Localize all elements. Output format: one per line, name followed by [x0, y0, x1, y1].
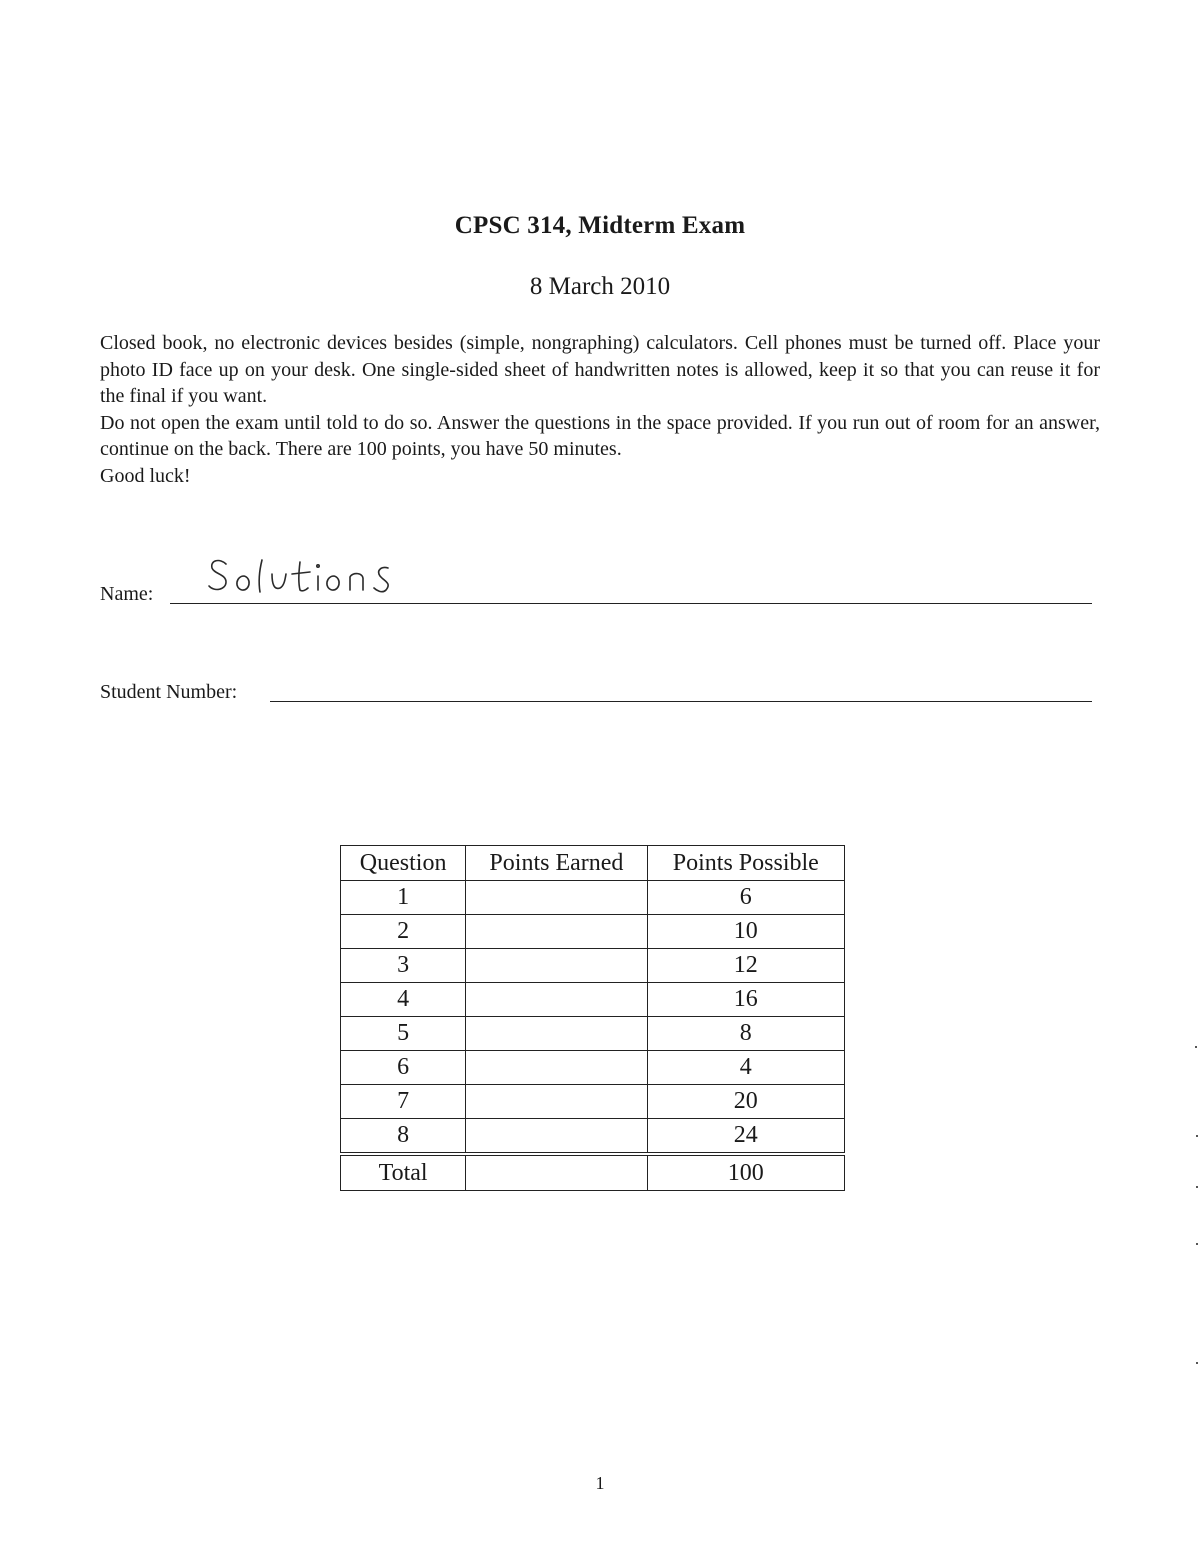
- handwritten-name-signature: [206, 550, 446, 600]
- table-row: [341, 1017, 845, 1051]
- scan-speck: [1195, 1046, 1197, 1048]
- instructions-block: [100, 330, 1100, 490]
- header-points-possible: Points Possible: [647, 846, 844, 881]
- score-table: [340, 845, 845, 1191]
- table-row: [341, 881, 845, 915]
- question-number: 6: [341, 1051, 466, 1085]
- points-possible-cell: 6: [647, 881, 844, 915]
- scan-speck: [1196, 1135, 1198, 1137]
- points-earned-cell[interactable]: [466, 983, 647, 1017]
- header-question: Question: [341, 846, 466, 881]
- table-row: [341, 915, 845, 949]
- total-earned-cell[interactable]: [466, 1154, 647, 1191]
- student-number-field-line[interactable]: [270, 701, 1092, 702]
- scan-speck: [1196, 1362, 1198, 1364]
- table-row: [341, 1051, 845, 1085]
- exam-title: CPSC 314, Midterm Exam: [454, 212, 746, 239]
- points-possible-cell: 12: [647, 949, 844, 983]
- points-possible-cell: 4: [647, 1051, 844, 1085]
- total-possible-cell: 100: [647, 1154, 844, 1191]
- scan-speck: [1196, 1243, 1198, 1245]
- points-possible-cell: 20: [647, 1085, 844, 1119]
- scan-speck: [1196, 1186, 1198, 1188]
- points-possible-cell: 24: [647, 1119, 844, 1155]
- score-table-header-row: [341, 846, 845, 881]
- page-number: 1: [595, 1473, 605, 1493]
- student-number-label: Student Number:: [100, 681, 238, 703]
- question-number: 5: [341, 1017, 466, 1051]
- points-earned-cell[interactable]: [466, 1017, 647, 1051]
- table-row: [341, 1119, 845, 1155]
- question-number: 7: [341, 1085, 466, 1119]
- table-row: [341, 1085, 845, 1119]
- points-earned-cell[interactable]: [466, 1085, 647, 1119]
- question-number: 8: [341, 1119, 466, 1155]
- instructions-paragraph: Good luck!: [100, 464, 191, 487]
- instructions-paragraph: Closed book, no electronic devices besides (simple, nongraphing) calculators. Cell phones must be turned off. Place your photo ID face up on your desk. One single-sided sheet of handwritten notes is allowed, keep it so that you can reuse it for the final if you want.: [100, 332, 1100, 408]
- question-number: 2: [341, 915, 466, 949]
- instructions-paragraph: Do not open the exam until told to do so. Answer the questions in the space provided. If you run out of room for an answer, continue on the back. There are 100 points, you have 50 minutes.: [100, 411, 1100, 461]
- name-label: Name:: [100, 583, 154, 605]
- question-number: 4: [341, 983, 466, 1017]
- table-row: [341, 983, 845, 1017]
- points-possible-cell: 8: [647, 1017, 844, 1051]
- points-earned-cell[interactable]: [466, 1119, 647, 1155]
- points-earned-cell[interactable]: [466, 949, 647, 983]
- exam-date: 8 March 2010: [529, 273, 671, 300]
- question-number: 3: [341, 949, 466, 983]
- header-points-earned: Points Earned: [466, 846, 647, 881]
- points-earned-cell[interactable]: [466, 1051, 647, 1085]
- points-possible-cell: 10: [647, 915, 844, 949]
- points-earned-cell[interactable]: [466, 881, 647, 915]
- total-label: Total: [341, 1154, 466, 1191]
- name-field-line[interactable]: [170, 603, 1092, 604]
- points-possible-cell: 16: [647, 983, 844, 1017]
- points-earned-cell[interactable]: [466, 915, 647, 949]
- table-row: [341, 949, 845, 983]
- total-row: [341, 1154, 845, 1191]
- question-number: 1: [341, 881, 466, 915]
